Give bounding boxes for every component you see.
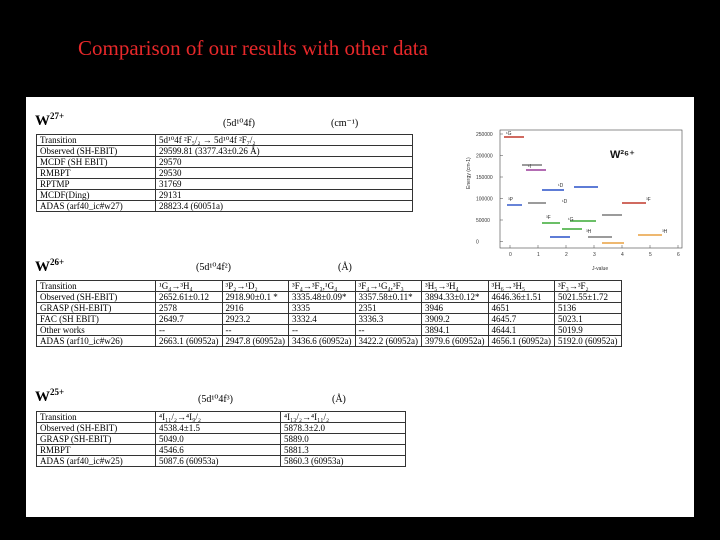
value-cell: -- [156, 325, 223, 336]
value-cell: 2918.90±0.1 * [222, 292, 289, 303]
value-cell: -- [222, 325, 289, 336]
w25-unit: (Å) [332, 394, 346, 405]
table-row [37, 201, 413, 212]
value-cell: 3357.58±0.11* [355, 292, 422, 303]
w25-config: (5d¹⁰4f³) [198, 394, 233, 405]
value-cell: 5881.3 [281, 445, 406, 456]
level-label: ³F [546, 215, 551, 221]
x-tick-label: 2 [565, 252, 568, 258]
diagram-background [462, 125, 692, 275]
diagram-y-label: Energy (cm-1) [466, 157, 472, 189]
w27-table [36, 134, 413, 212]
w27-ion-label [35, 111, 64, 130]
w27-unit: (cm⁻¹) [331, 118, 359, 129]
row-label-cell: Transition [37, 135, 156, 146]
row-label-cell: ADAS (arf40_ic#w27) [37, 201, 156, 212]
x-tick-label: 4 [621, 252, 624, 258]
table-row [37, 303, 622, 314]
value-cell: -- [289, 325, 356, 336]
w25-table [36, 411, 406, 467]
x-tick-label: 0 [509, 252, 512, 258]
value-cell: 2652.61±0.12 [156, 292, 223, 303]
level-label: ¹D [562, 199, 568, 205]
value-cell: 2947.8 (60952a) [222, 336, 289, 347]
value-cell: 29570 [156, 157, 413, 168]
value-cell: 3422.2 (60952a) [355, 336, 422, 347]
value-cell: 5192.0 (60952a) [555, 336, 622, 347]
table-row [37, 292, 622, 303]
y-tick-label: 0 [476, 239, 479, 246]
value-cell: 4645.7 [488, 314, 555, 325]
value-cell: ³H₆→³H₅ [488, 281, 555, 292]
row-label-cell: Observed (SH-EBIT) [37, 292, 156, 303]
value-cell: ¹G₄→³H₄ [156, 281, 223, 292]
w27-ion: W [35, 113, 50, 129]
value-cell: 5136 [555, 303, 622, 314]
value-cell: ³F₄→³F₃,¹G₄ [289, 281, 356, 292]
row-label-cell: ADAS (arf40_ic#w25) [37, 456, 156, 467]
w25-ion: W [35, 389, 50, 405]
table-row [37, 456, 406, 467]
w27-charge: 27+ [50, 111, 65, 121]
value-cell: 5049.0 [156, 434, 281, 445]
value-cell: 3335.48±0.09* [289, 292, 356, 303]
row-label-cell: ADAS (arf10_ic#w26) [37, 336, 156, 347]
row-label-cell: MCDF (SH EBIT) [37, 157, 156, 168]
value-cell: 5860.3 (60953a) [281, 456, 406, 467]
y-tick-label: 50000 [476, 218, 490, 224]
row-label-cell: Observed (SH-EBIT) [37, 423, 156, 434]
row-label-cell: Transition [37, 281, 156, 292]
level-label: ³H [662, 229, 668, 235]
energy-level-diagram [462, 125, 692, 275]
value-cell: 3332.4 [289, 314, 356, 325]
value-cell: 3979.6 (60952a) [422, 336, 489, 347]
row-label-cell: Other works [37, 325, 156, 336]
value-cell: 5087.6 (60953a) [156, 456, 281, 467]
table-row [37, 423, 406, 434]
row-label-cell: FAC (SH EBIT) [37, 314, 156, 325]
value-cell: 3335 [289, 303, 356, 314]
table-row [37, 325, 622, 336]
table-row [37, 168, 413, 179]
value-cell: ³F₄→¹G₄,³F₃ [355, 281, 422, 292]
value-cell: 2351 [355, 303, 422, 314]
w26-ion: W [35, 259, 50, 275]
value-cell: 3336.3 [355, 314, 422, 325]
diagram-ion-label: W²⁶⁺ [610, 149, 635, 161]
value-cell: 2578 [156, 303, 223, 314]
table-row [37, 412, 406, 423]
value-cell: ⁴I₁₁/₂→⁴I₉/₂ [156, 412, 281, 423]
x-tick-label: 1 [537, 252, 540, 258]
w26-table [36, 280, 622, 347]
y-tick-label: 100000 [476, 196, 493, 203]
table-row [37, 135, 413, 146]
value-cell: 4538.4±1.5 [156, 423, 281, 434]
value-cell: 5878.3±2.0 [281, 423, 406, 434]
value-cell: 2916 [222, 303, 289, 314]
value-cell: 2663.1 (60952a) [156, 336, 223, 347]
table-row [37, 179, 413, 190]
value-cell: 5021.55±1.72 [555, 292, 622, 303]
value-cell: 4546.6 [156, 445, 281, 456]
table-row [37, 445, 406, 456]
w26-charge: 26+ [50, 257, 65, 267]
value-cell: 29131 [156, 190, 413, 201]
table-row [37, 434, 406, 445]
value-cell: ⁴I₁₃/₂→⁴I₁₁/₂ [281, 412, 406, 423]
table-row [37, 336, 622, 347]
y-tick-label: 200000 [476, 153, 493, 160]
value-cell: 5019.9 [555, 325, 622, 336]
value-cell: 4651 [488, 303, 555, 314]
value-cell: 3894.1 [422, 325, 489, 336]
x-tick-label: 3 [593, 252, 596, 258]
x-tick-label: 5 [649, 252, 652, 258]
slide-title: Comparison of our results with other data [78, 36, 428, 60]
value-cell: 4644.1 [488, 325, 555, 336]
value-cell: 4656.1 (60952a) [488, 336, 555, 347]
w27-config: (5d¹⁰4f) [223, 118, 255, 129]
level-label: ¹D [558, 183, 564, 189]
value-cell: -- [355, 325, 422, 336]
value-cell: 29599.81 (3377.43±0.26 Å) [156, 146, 413, 157]
value-cell: 3909.2 [422, 314, 489, 325]
value-cell: 3946 [422, 303, 489, 314]
value-cell: 31769 [156, 179, 413, 190]
value-cell: 5d¹⁰4f ²F₅/₂ → 5d¹⁰4f ²F₇/₂ [156, 135, 413, 146]
x-tick-label: 6 [677, 252, 680, 258]
table-row [37, 314, 622, 325]
table-row [37, 146, 413, 157]
value-cell: 28823.4 (60051a) [156, 201, 413, 212]
value-cell: 3436.6 (60952a) [289, 336, 356, 347]
value-cell: 5889.0 [281, 434, 406, 445]
value-cell: ³P₂→¹D₂ [222, 281, 289, 292]
w25-charge: 25+ [50, 387, 65, 397]
value-cell: 2923.2 [222, 314, 289, 325]
level-label: ¹I [528, 164, 532, 170]
table-row [37, 190, 413, 201]
value-cell: 29530 [156, 168, 413, 179]
table-row [37, 157, 413, 168]
value-cell: 2649.7 [156, 314, 223, 325]
row-label-cell: MCDF(Ding) [37, 190, 156, 201]
row-label-cell: Transition [37, 412, 156, 423]
w26-ion-label [35, 257, 64, 276]
y-tick-label: 250000 [476, 132, 493, 138]
value-cell: 4646.36±1.51 [488, 292, 555, 303]
w26-unit: (Å) [338, 262, 352, 273]
row-label-cell: RMBPT [37, 168, 156, 179]
value-cell: ³F₃→³F₂ [555, 281, 622, 292]
level-label: ¹G [568, 217, 574, 223]
w26-config: (5d¹⁰4f²) [196, 262, 231, 273]
diagram-x-label: J-value [592, 266, 609, 272]
value-cell: 3894.33±0.12* [422, 292, 489, 303]
row-label-cell: Observed (SH-EBIT) [37, 146, 156, 157]
level-label: ³F [646, 197, 651, 203]
row-label-cell: GRASP (SH-EBIT) [37, 434, 156, 445]
level-label: ³H [586, 229, 592, 235]
w25-ion-label [35, 387, 64, 406]
value-cell: 5023.1 [555, 314, 622, 325]
row-label-cell: RMBPT [37, 445, 156, 456]
level-label: ³P [508, 197, 513, 203]
row-label-cell: GRASP (SH-EBIT) [37, 303, 156, 314]
row-label-cell: RPTMP [37, 179, 156, 190]
table-row [37, 281, 622, 292]
level-label: ¹G [506, 131, 512, 137]
y-tick-label: 150000 [476, 175, 493, 181]
value-cell: ³H₅→³H₄ [422, 281, 489, 292]
